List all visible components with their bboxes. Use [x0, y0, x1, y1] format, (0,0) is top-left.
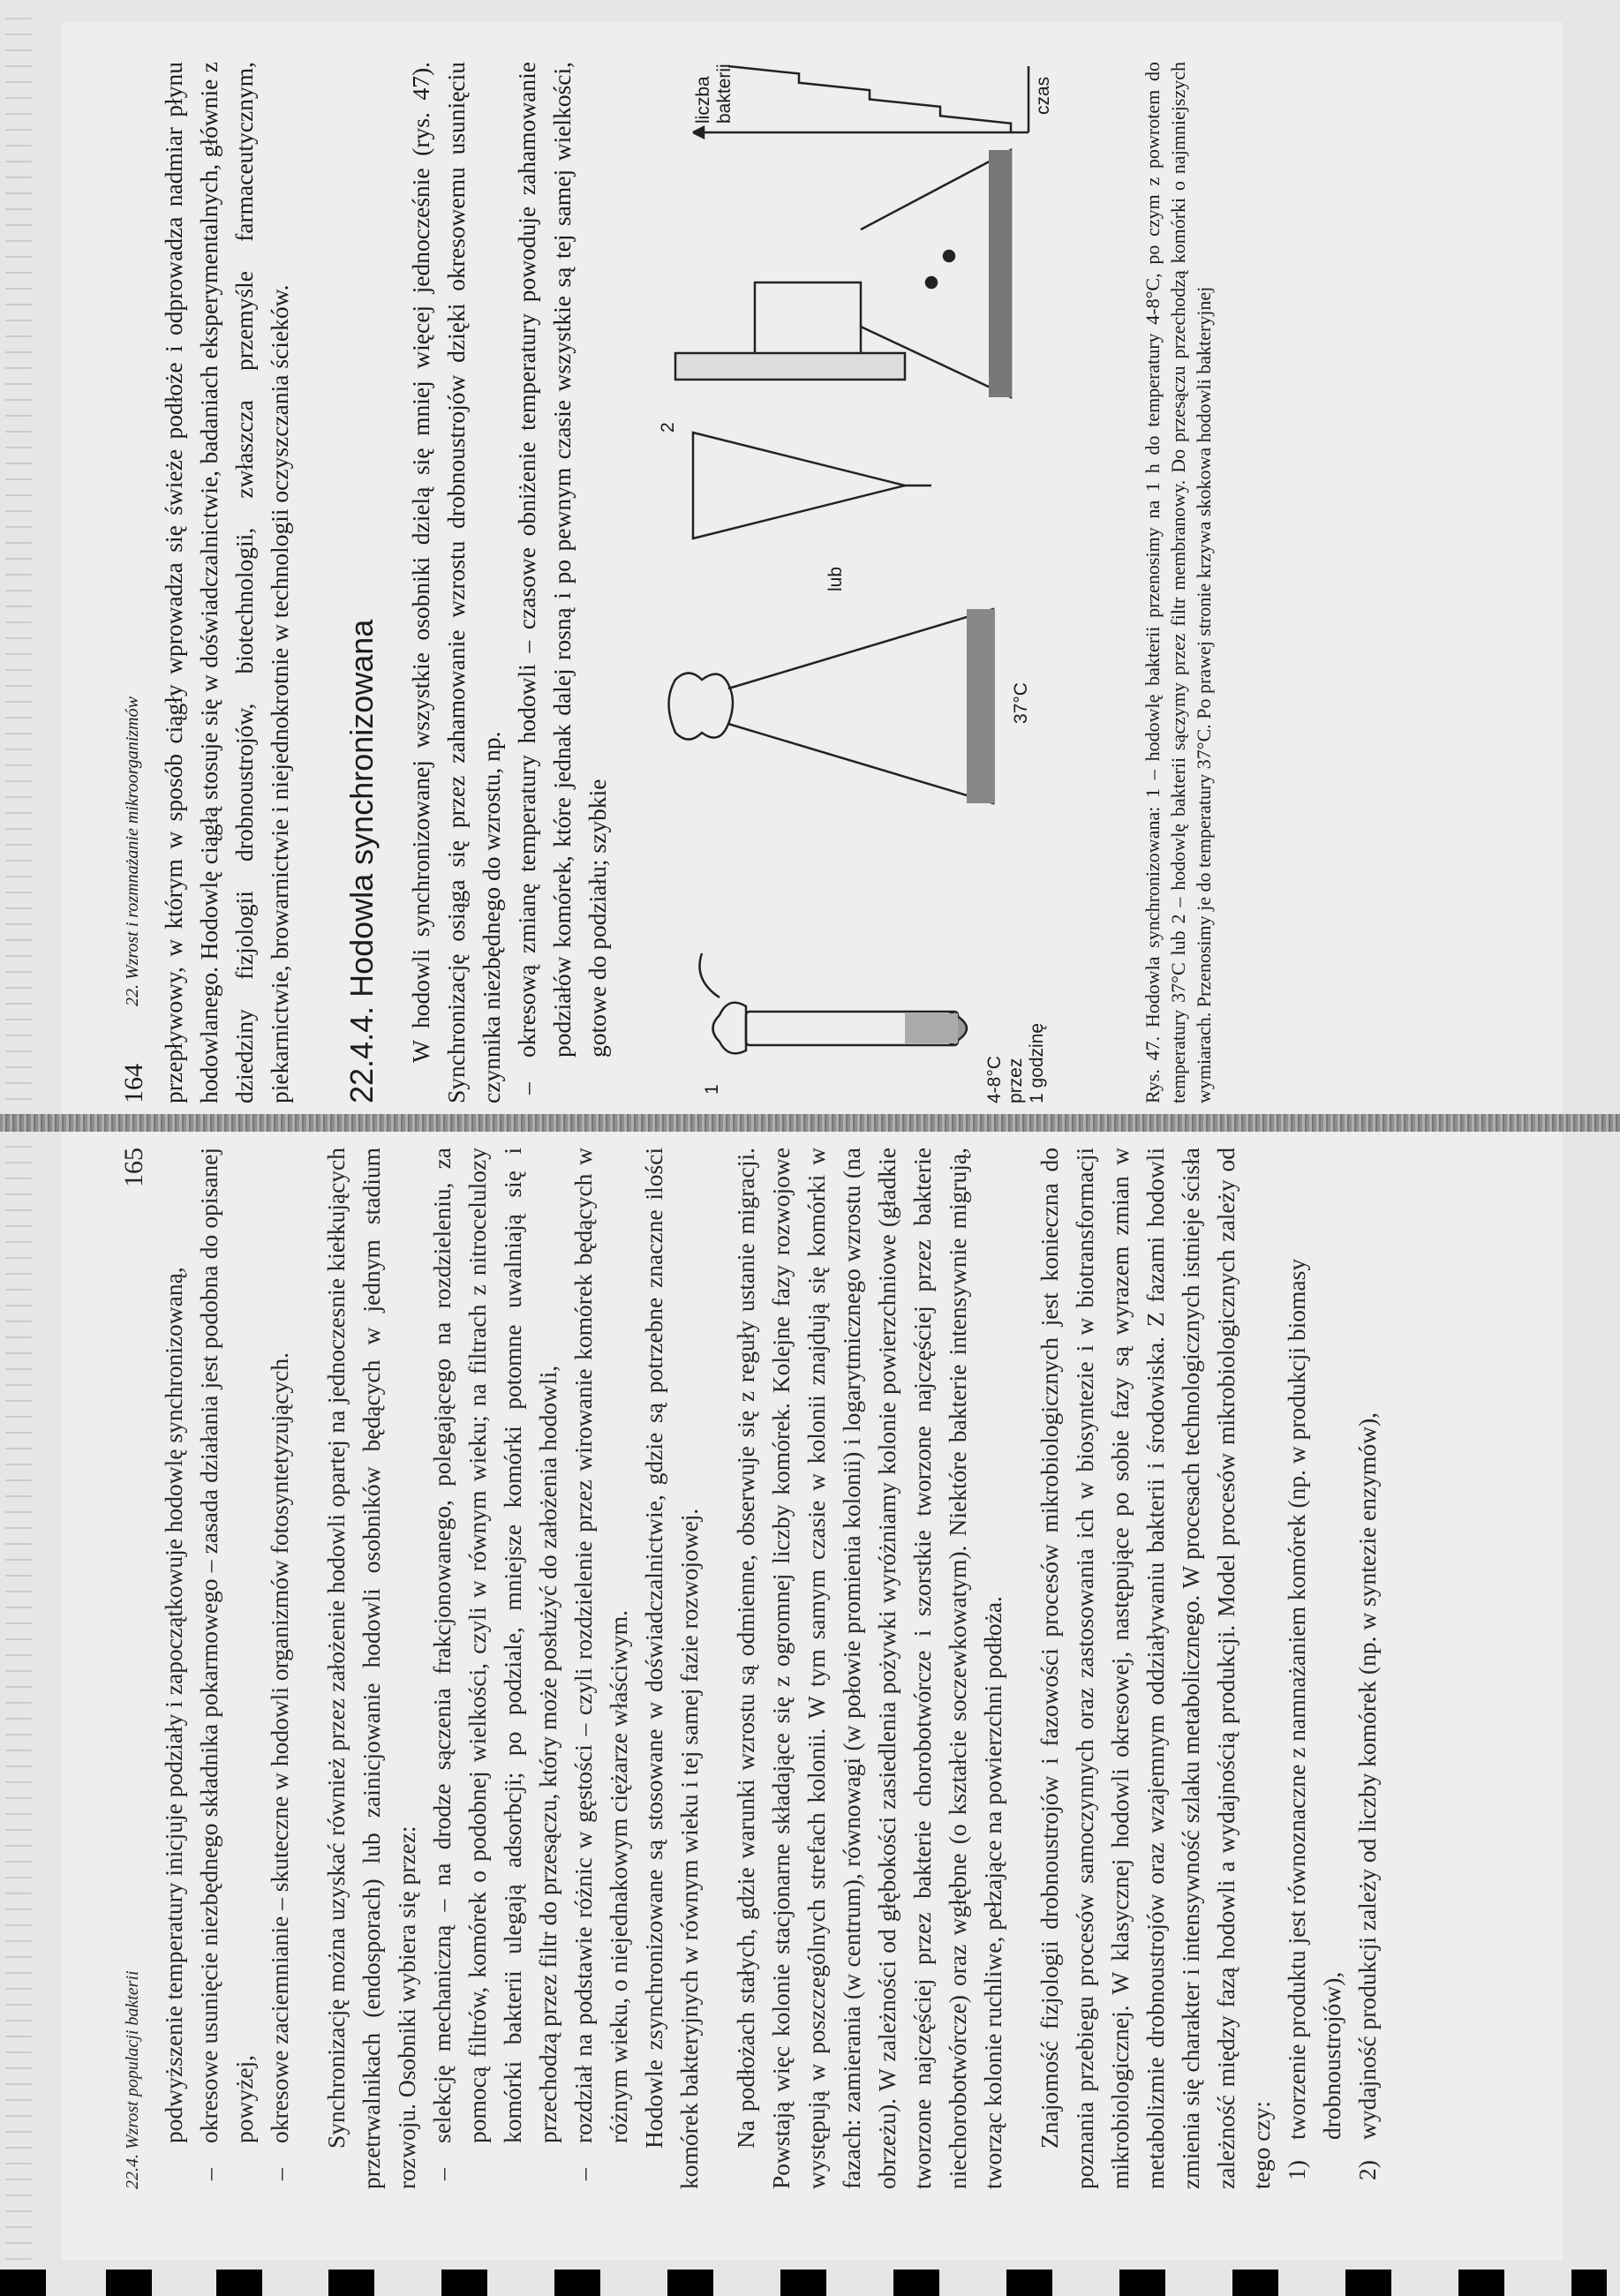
section-heading: 22.4.4. Hodowla synchronizowana	[343, 619, 380, 1103]
label-or: lub	[825, 566, 846, 591]
list-item-text: selekcję mechaniczną – na drodze sączenia frakcjonowanego, polegającego na rozdzieleniu, za pomocą filtrów, komórek o podobnej wielkości, czyli w równym wieku; na filtrach z nitrocelulozy komórki bakterii ulegają adsorbcji; po podziale, mniejsze komórki potomne uwalniają się i przechodzą przez filtr do przesączu, który może posłużyć do założenia hodowli,	[428, 1148, 561, 2143]
running-header	[119, 62, 156, 1103]
list-item-text: okresową zmianę temperatury hodowli – czasowe obniżenie temperatury powoduje zahamowanie podziałów komórek, które jednak dalej rosną i po pewnym czasie wszystkie są tej samej wielkości, gotowe do podziału; szybkie	[513, 62, 611, 1058]
label-tube-number: 1	[702, 1084, 722, 1095]
book-spine	[0, 1114, 1620, 1132]
growth-step-curve	[728, 66, 1011, 132]
numbered-item-text: tworzenie produktu jest równoznaczne z namnażaniem komórek (np. w produkcji biomasy drobnoustrojów),	[1283, 1258, 1345, 2140]
arrow-drawing	[700, 953, 720, 997]
intro-paragraph: przepływowy, w którym w sposób ciągły wprowadza się świeże podłoże i odprowadza nadmiar płynu hodowlanego. Hodowlę ciągłą stosuje się w doświadczalnictwie, badaniach eksperymentalnych, głównie z dziedziny fizjologii drobnoustrojów, biotechnologii, zwłaszcza przemyśle farmaceutycznym, piekarnictwie, browarnictwie i niejednokrotnie w technologii oczyszczania ścieków.	[160, 62, 293, 1103]
list-item: – rozdział na podstawie różnic w gęstości – czyli rozdzielenie przez wirowanie komórek będących w różnym wieku, o niejednakowym ciężarze właściwym.	[569, 1148, 632, 2180]
test-tube-drawing	[713, 1003, 968, 1054]
page-number: 165	[119, 1148, 148, 1187]
list-item-text: podwyższenie temperatury inicjuje podziały i zapoczątkowuje hodowlę synchronizowaną,	[160, 1267, 187, 2143]
label-cold-temp: 4-8°C przez 1 godzinę	[984, 1022, 1047, 1103]
paragraph-solid-media: Na podłożach stałych, gdzie warunki wzrostu są odmienne, obserwuje się z reguły ustanie migracji. Powstają więc kolonie stacjonarne składające się z ogromnej liczby komórek. Kolejne fazy rozwojowe występują w poszczególnych strefach kolonii. W tym samym czasie w kolonii znajdują się komórki w fazach: zamierania (w centrum), równowagi (w połowie promienia kolonii) i logarytmicznego wzrostu (na obrzeżu). W zależności od głębokości zasiedlenia pożywki wyróżniamy kolonie powierzchniowe (gładkie tworzone najczęściej przez bakterie chorobotwórcze i szorstkie tworzone najczęściej przez bakterie niechorobotwórcze) oraz wgłębne (o kształcie soczewkowatym). Niektóre bakterie intensywnie migrują, tworząc kolonie ruchliwe, pełzające na powierzchni podłoża.	[732, 1148, 1006, 2189]
list-item-text: okresowe zaciemnianie – skuteczne w hodowli organizmów fotosyntetyzujących.	[266, 1351, 293, 2143]
graph-y-axis-label: liczba bakterii	[693, 64, 735, 124]
label-warm-temp: 37°C	[1011, 682, 1031, 724]
list-item-continued	[156, 1148, 192, 2189]
registration-tabs	[0, 2270, 1620, 2296]
list-item: – okresowe usunięcie niezbędnego składnika pokarmowego – zasada działania jest podobna do opisanej powyżej,	[195, 1148, 258, 2180]
list-item-text: rozdział na podstawie różnic w gęstości – czyli rozdzielenie przez wirowanie komórek będących w różnym wieku, o niejednakowym ciężarze właściwym.	[569, 1148, 632, 2143]
growth-curve-drawing	[693, 66, 1029, 138]
numbered-item: 2) wydajność produkcji zależy od liczby komórek (np. w syntezie enzymów),	[1353, 1412, 1381, 2180]
graph-x-axis-label: czas	[1033, 76, 1053, 115]
numbered-item-text: wydajność produkcji zależy od liczby komórek (np. w syntezie enzymów),	[1353, 1412, 1381, 2140]
paragraph-physiology: Znajomość fizjologii drobnoustrojów i fazowości procesów mikrobiologicznych jest konieczna do poznania przebiegu procesów samoczynnych oraz zastosowania ich w biosyntezie i w biotransformacji mikrobiologicznej. W klasycznej hodowli okresowej, następujące po sobie fazy są wyrazem zmian w metabolizmie drobnoustrojów oraz wzajemnym oddziaływaniu bakterii i środowiska. Z fazami hodowli zmienia się charakter i intensywność szlaku metabolicznego. W procesach technologicznych istnieje ścisła zależność między fazą hodowli a wydajnością produkcji. Model procesów mikrobiologicznych zależy od tego czy:	[1036, 1148, 1275, 2189]
list-item: – okresowe zaciemnianie – skuteczne w hodowli organizmów fotosyntetyzujących.	[266, 1351, 293, 2180]
list-item: – okresową zmianę temperatury hodowli – czasowe obniżenie temperatury powoduje zahamowanie podziałów komórek, które jednak dalej rosną i po pewnym czasie wszystkie są tej samej wielkości, gotowe do podziału; szybkie	[513, 62, 611, 1095]
paragraph-applications: Hodowle zsynchronizowane są stosowane w doświadczalnictwie, gdzie są potrzebne znaczne ilości komórek bakteryjnych w równym wieku i tej samej fazie rozwojowej.	[640, 1148, 703, 2189]
binding-edge-marks	[5, 18, 32, 2277]
pipette-drawing	[693, 433, 931, 538]
running-head-title: 22.4. Wzrost populacji bakterii	[123, 1970, 142, 2189]
flask-37-drawing	[669, 609, 996, 803]
figure-caption: Rys. 47. Hodowla synchronizowana: 1 – hodowlę bakterii przenosimy na 1 h do temperatury 4-8°C, po czym z powrotem do temperatury 37°C lub 2 – hodowlę bakterii sączymy przez filtr membranowy. Do przesączu przechodzą komórki o najmniejszych wymiarach. Przenosimy je do temperatury 37°C. Po prawej stronie krzywa skokowa hodowli bakteryjnej	[1142, 62, 1215, 1103]
figure-47	[640, 62, 1134, 1103]
list-item-text: okresowe usunięcie niezbędnego składnika pokarmowego – zasada działania jest podobna do opisanej powyżej,	[195, 1148, 258, 2143]
list-item: – selekcję mechaniczną – na drodze sączenia frakcjonowanego, polegającego na rozdzieleniu, za pomocą filtrów, komórek o podobnej wielkości, czyli w równym wieku; na filtrach z nitrocelulozy komórki bakterii ulegają adsorbcji; po podziale, mniejsze komórki potomne uwalniają się i przechodzą przez filtr do przesączu, który może posłużyć do założenia hodowli,	[428, 1148, 561, 2180]
numbered-item: 1) tworzenie produktu jest równoznaczne z namnażaniem komórek (np. w produkcji biomasy drobnoustrojów),	[1283, 1258, 1345, 2180]
label-filter-number: 2	[658, 422, 678, 433]
running-head-title: 22. Wzrost i rozmnażanie mikroorganizmów	[123, 696, 142, 1006]
paragraph-synchronization: Synchronizację można uzyskać również przez założenie hodowli opartej na jednoczesnie kiełkujących przetrwalnikach (endosporach) lub zainicjowanie hodowli osobników będących w jednym stadium rozwoju. Osobniki wybiera się przez:	[322, 1148, 420, 2189]
page-number: 164	[119, 1064, 148, 1103]
page-164	[119, 62, 1567, 1103]
filter-flask-drawing	[675, 150, 1012, 397]
section-paragraph: W hodowli synchronizowanej wszystkie osobniki dzielą się mniej więcej jednocześnie (rys. 47). Synchronizację osiąga się przez zahamowanie wzrostu drobnoustrojów dzięki okresowemu usunięciu czynnika niezbędnego do wzrostu, np.	[407, 62, 505, 1103]
page-165	[119, 1148, 1567, 2189]
running-header	[119, 1148, 156, 2189]
